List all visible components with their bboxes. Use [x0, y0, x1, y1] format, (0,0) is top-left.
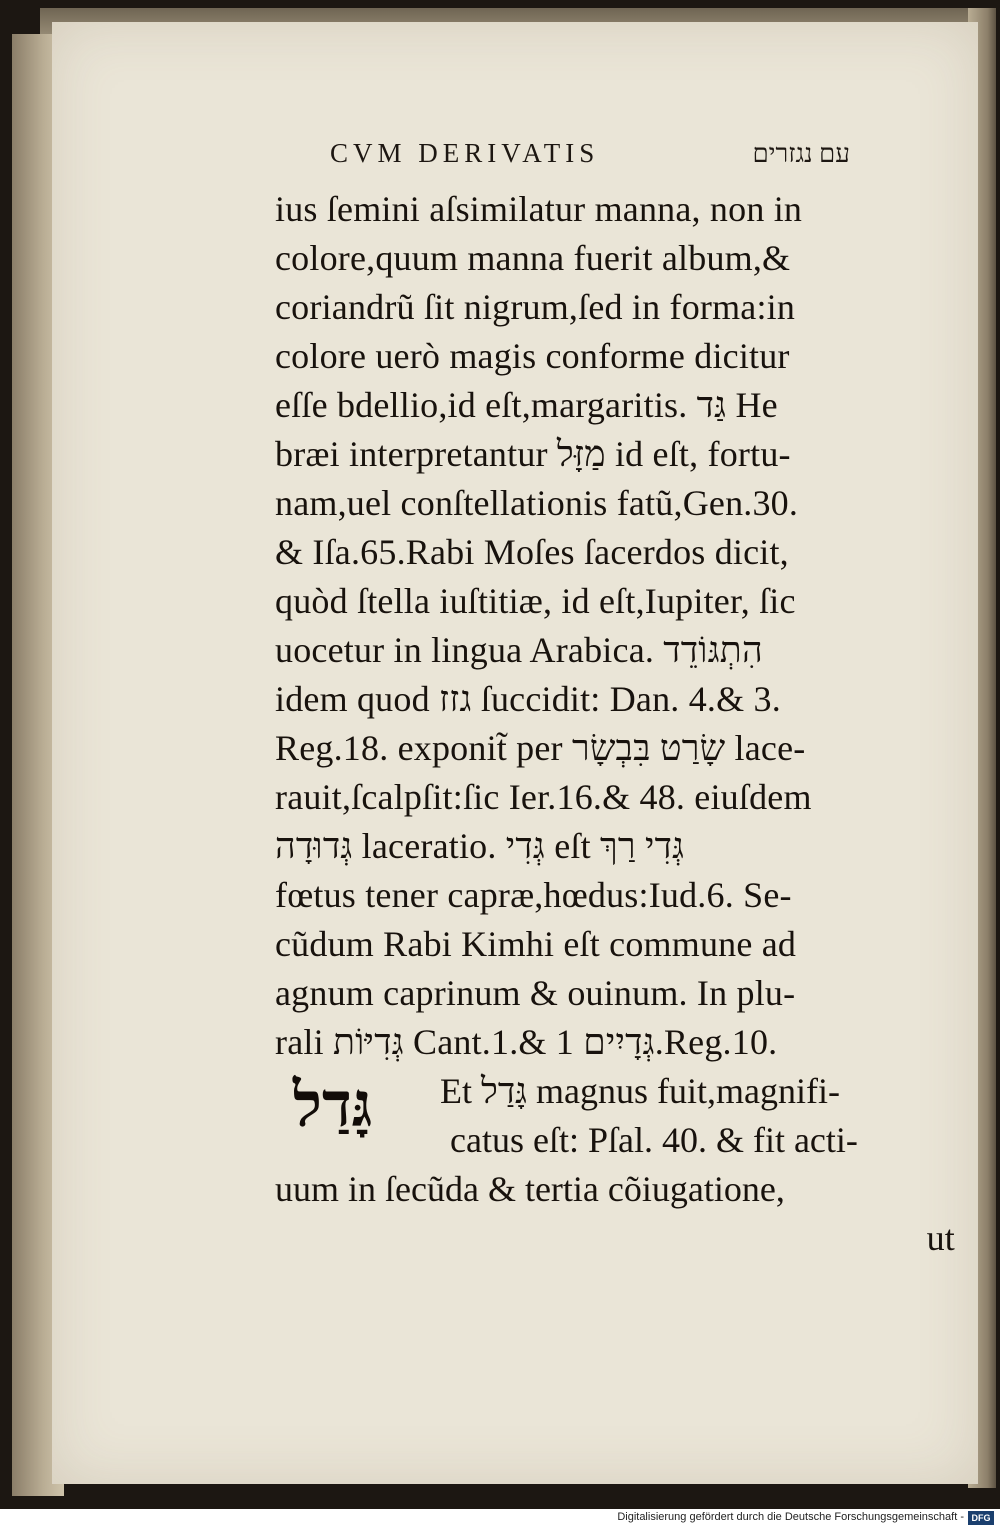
dfg-logo: DFG: [968, 1511, 994, 1525]
text-line: eſſe bdellio,id eſt,margaritis. גַּד He: [275, 385, 778, 425]
text-line: fœtus tener capræ,hœdus:Iud.6. Se-: [275, 875, 792, 915]
main-text-block: [275, 185, 965, 1263]
funding-credit: Digitalisierung gefördert durch die Deutsche Forschungsgemeinschaft -: [617, 1511, 964, 1523]
text-line: coriandrũ ſit nigrum,ſed in forma:in: [275, 287, 796, 327]
text-line: & Iſa.65.Rabi Moſes ſacerdos dicit,: [275, 532, 789, 572]
hebrew-initial-word: גָּדַל: [293, 1072, 373, 1140]
text-line: Et גָּדַל magnus fuit,magnifi-: [440, 1071, 840, 1111]
entry-with-initial: [275, 1067, 965, 1214]
text-line: rali גְּדִיּוֹת Cant.1.& גְּדָיִים 1.Reg.10.: [275, 1022, 778, 1062]
running-title-hebrew: עם נגזרים: [752, 139, 850, 168]
text-line: colore uerò magis conforme dicitur: [275, 336, 790, 376]
text-line: rauit,ſcalpſit:ſic Ier.16.& 48. eiuſdem: [275, 777, 812, 817]
catchword: ut: [926, 1218, 955, 1258]
text-line: Reg.18. exponit̃ per שָׂרַט בִּבְשָׂר lace-: [275, 728, 806, 768]
text-line: agnum caprinum & ouinum. In plu-: [275, 973, 796, 1013]
running-header: [330, 138, 850, 172]
text-line: גְּדוּדָה laceratio. גְּדִי eſt גְּדִי רַךְ: [275, 826, 685, 866]
text-line: catus eſt: Pſal. 40. & fit acti-: [450, 1120, 858, 1160]
text-line: quòd ſtella iuſtitiæ, id eſt,Iupiter, ſic: [275, 581, 796, 621]
text-line: idem quod גזז ſuccidit: Dan. 4.& 3.: [275, 679, 781, 719]
text-line: ius ſemini aſsimilatur manna, non in: [275, 189, 803, 229]
running-title: CVM DERIVATIS: [330, 138, 600, 168]
text-line: cũdum Rabi Kimhi eſt commune ad: [275, 924, 797, 964]
text-line: colore,quum manna fuerit album,&: [275, 238, 791, 278]
text-line: bræi interpretantur מַזָּל id eſt, fortu-: [275, 434, 791, 474]
text-line: uum in ſecũda & tertia cõiugatione,: [275, 1169, 785, 1209]
text-line: nam,uel conſtellationis fatũ,Gen.30.: [275, 483, 799, 523]
digitization-footer: [0, 1509, 1000, 1529]
text-line: uocetur in lingua Arabica. הִתְגּוֹדֵד: [275, 630, 763, 670]
